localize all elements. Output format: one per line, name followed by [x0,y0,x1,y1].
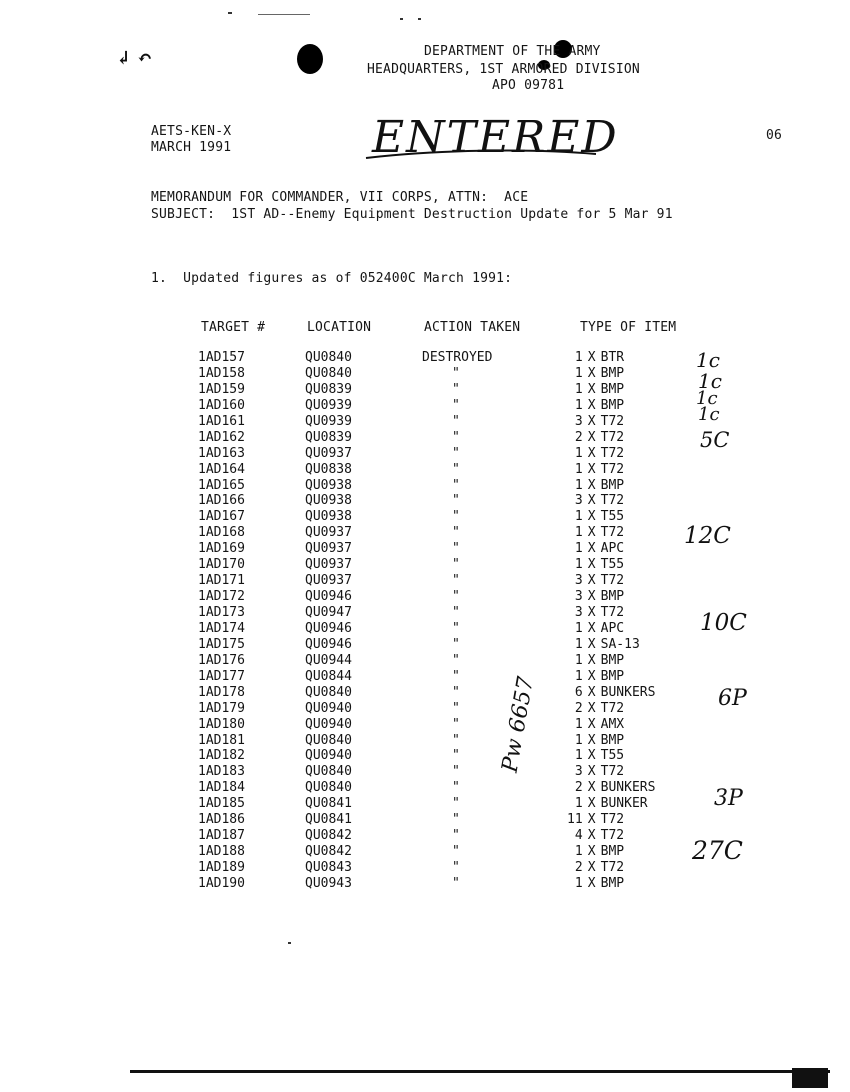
action-cell: DESTROYED [422,350,493,365]
item-cell: BMP [600,844,625,860]
tally-7: 10C [700,610,747,636]
location-cell: QU0842 [305,844,352,860]
multiply-sign: X [587,413,596,429]
action-cell: " [452,700,460,716]
multiply-sign: X [587,573,596,589]
table-row [198,653,701,669]
table-row [198,748,701,764]
location-cell: QU0937 [305,557,352,573]
location-cell: QU0939 [305,397,352,413]
table-row [198,812,701,828]
table-row [198,733,701,749]
action-cell: " [452,716,460,732]
action-cell: " [452,764,460,780]
table-row [198,605,701,621]
table-row [198,876,701,892]
multiply-sign: X [587,716,596,732]
action-cell: " [452,429,460,445]
location-cell: QU0840 [305,780,352,796]
multiply-sign: X [587,477,596,493]
item-cell: T72 [600,445,625,461]
item-cell: T72 [600,461,625,477]
multiply-sign: X [587,461,596,477]
letterhead-department: DEPARTMENT OF THE ARMY [424,44,601,59]
multiply-sign: X [587,812,596,828]
quantity-cell: 1 [574,652,583,668]
action-cell: " [452,652,460,668]
action-cell: " [452,828,460,844]
multiply-sign: X [587,493,596,509]
target-cell: 1AD187 [198,828,245,844]
table-row [198,701,701,717]
target-cell: 1AD161 [198,413,245,429]
table-row [198,366,701,382]
table-row [198,796,701,812]
punch-hole [297,44,323,74]
table-row [198,398,701,414]
multiply-sign: X [587,652,596,668]
quantity-cell: 1 [574,636,583,652]
action-cell: " [452,748,460,764]
table-row [198,382,701,398]
location-cell: QU0838 [305,461,352,477]
memo-for-line: MEMORANDUM FOR COMMANDER, VII CORPS, ATTN: ACE [151,190,529,205]
action-cell: " [452,381,460,397]
target-cell: 1AD160 [198,397,245,413]
target-cell: 1AD171 [198,573,245,589]
quantity-cell: 3 [574,493,583,509]
location-cell: QU0840 [305,732,352,748]
location-cell: QU0947 [305,605,352,620]
item-cell: T72 [600,700,625,716]
header-action: ACTION TAKEN [424,320,521,335]
item-cell: SA-13 [600,636,640,652]
item-cell: T72 [600,764,625,780]
quantity-cell: 1 [574,461,583,477]
quantity-cell: 2 [574,700,583,716]
scan-mark [418,18,421,20]
item-cell: BMP [600,589,625,605]
action-cell: " [452,589,460,605]
location-cell: QU0946 [305,636,352,652]
location-cell: QU0937 [305,445,352,461]
target-cell: 1AD185 [198,796,245,812]
item-cell: T72 [600,493,625,509]
location-cell: QU0840 [305,365,352,381]
target-cell: 1AD178 [198,684,245,700]
location-cell: QU0841 [305,812,352,828]
multiply-sign: X [587,397,596,413]
target-cell: 1AD188 [198,844,245,860]
target-cell: 1AD157 [198,350,245,365]
scan-mark [258,14,310,15]
item-cell: BMP [600,381,625,397]
letterhead-headquarters: HEADQUARTERS, 1ST ARMORED DIVISION [367,62,640,77]
quantity-cell: 1 [574,381,583,397]
multiply-sign: X [587,365,596,381]
quantity-cell: 1 [574,509,583,525]
quantity-cell: 2 [574,780,583,796]
target-cell: 1AD159 [198,381,245,397]
margin-mark: ↲ ↶ [116,48,153,69]
table-row [198,621,701,637]
table-row [198,780,701,796]
action-cell: " [452,461,460,477]
quantity-cell: 1 [574,445,583,461]
multiply-sign: X [587,605,596,620]
tally-1: 1c [696,348,720,372]
quantity-cell: 1 [574,844,583,860]
multiply-sign: X [587,764,596,780]
quantity-cell: 4 [574,828,583,844]
multiply-sign: X [587,684,596,700]
paragraph-1: 1. Updated figures as of 052400C March 1991: [151,271,513,286]
quantity-cell: 3 [574,764,583,780]
quantity-cell: 3 [574,413,583,429]
target-cell: 1AD182 [198,748,245,764]
quantity-cell: 1 [574,716,583,732]
quantity-cell: 3 [574,605,583,620]
location-cell: QU0939 [305,413,352,429]
multiply-sign: X [587,381,596,397]
location-cell: QU0842 [305,828,352,844]
target-cell: 1AD167 [198,509,245,525]
table-row [198,828,701,844]
location-cell: QU0839 [305,381,352,397]
target-cell: 1AD172 [198,589,245,605]
quantity-cell: 1 [574,668,583,684]
action-cell: " [452,684,460,700]
quantity-cell: 1 [574,477,583,493]
table-row [198,430,701,446]
multiply-sign: X [587,748,596,764]
location-cell: QU0938 [305,509,352,525]
target-cell: 1AD158 [198,365,245,381]
multiply-sign: X [587,509,596,525]
office-symbol: AETS-KEN-X [151,124,232,139]
header-location: LOCATION [307,320,372,335]
location-cell: QU0946 [305,589,352,605]
multiply-sign: X [587,700,596,716]
action-cell: " [452,860,460,875]
action-cell: " [452,732,460,748]
target-cell: 1AD189 [198,860,245,875]
multiply-sign: X [587,796,596,812]
quantity-cell: 1 [574,541,583,557]
action-cell: " [452,620,460,636]
action-cell: " [452,397,460,413]
multiply-sign: X [587,525,596,541]
multiply-sign: X [587,780,596,796]
target-cell: 1AD175 [198,636,245,652]
action-cell: " [452,573,460,589]
action-cell: " [452,525,460,541]
location-cell: QU0840 [305,350,352,365]
item-cell: T55 [600,509,625,525]
header-type: TYPE OF ITEM [580,320,677,335]
table-row [198,637,701,653]
target-cell: 1AD169 [198,541,245,557]
item-cell: BUNKER [600,796,648,812]
location-cell: QU0840 [305,764,352,780]
item-cell: BMP [600,365,625,381]
action-cell: " [452,636,460,652]
quantity-cell: 1 [574,365,583,381]
quantity-cell: 1 [574,397,583,413]
location-cell: QU0840 [305,684,352,700]
target-cell: 1AD174 [198,620,245,636]
target-cell: 1AD186 [198,812,245,828]
action-cell: " [452,605,460,620]
item-cell: BMP [600,732,625,748]
table-row [198,764,701,780]
item-cell: T72 [600,429,625,445]
tally-5: 5C [700,428,730,452]
target-cell: 1AD179 [198,700,245,716]
target-cell: 1AD190 [198,875,245,891]
location-cell: QU0938 [305,493,352,509]
action-cell: " [452,812,460,828]
scan-mark [288,942,291,944]
tally-2: 1c [698,369,722,393]
target-cell: 1AD163 [198,445,245,461]
quantity-cell: 2 [574,860,583,875]
table-row [198,589,701,605]
table-row [198,573,701,589]
multiply-sign: X [587,350,596,365]
quantity-cell: 1 [574,748,583,764]
quantity-cell: 1 [574,796,583,812]
location-cell: QU0946 [305,620,352,636]
table-row [198,350,701,366]
table-row [198,685,701,701]
multiply-sign: X [587,875,596,891]
quantity-cell: 1 [574,875,583,891]
quantity-cell: 1 [574,620,583,636]
action-cell: " [452,445,460,461]
location-cell: QU0841 [305,796,352,812]
tally-8: 6P [718,686,747,711]
target-cell: 1AD173 [198,605,245,620]
item-cell: BTR [600,350,625,365]
target-cell: 1AD166 [198,493,245,509]
multiply-sign: X [587,429,596,445]
table-row [198,557,701,573]
target-cell: 1AD183 [198,764,245,780]
action-cell: " [452,844,460,860]
item-cell: T72 [600,605,625,620]
table-row [198,844,701,860]
item-cell: BMP [600,875,625,891]
item-cell: T72 [600,525,625,541]
action-cell: " [452,875,460,891]
location-cell: QU0940 [305,748,352,764]
target-cell: 1AD168 [198,525,245,541]
target-cell: 1AD170 [198,557,245,573]
item-cell: T55 [600,557,625,573]
multiply-sign: X [587,860,596,875]
location-cell: QU0944 [305,652,352,668]
multiply-sign: X [587,557,596,573]
table-row [198,541,701,557]
destruction-table [198,350,701,892]
multiply-sign: X [587,541,596,557]
multiply-sign: X [587,732,596,748]
table-row [198,669,701,685]
multiply-sign: X [587,589,596,605]
multiply-sign: X [587,828,596,844]
action-cell: " [452,365,460,381]
location-cell: QU0943 [305,875,352,891]
item-cell: T55 [600,748,625,764]
table-row [198,860,701,876]
location-cell: QU0937 [305,525,352,541]
scan-mark [400,18,403,20]
location-cell: QU0844 [305,668,352,684]
target-cell: 1AD177 [198,668,245,684]
multiply-sign: X [587,636,596,652]
quantity-cell: 11 [567,812,583,828]
location-cell: QU0937 [305,573,352,589]
tally-10: 27C [692,836,743,865]
multiply-sign: X [587,668,596,684]
header-target: TARGET # [201,320,266,335]
multiply-sign: X [587,445,596,461]
location-cell: QU0940 [305,700,352,716]
target-cell: 1AD165 [198,477,245,493]
item-cell: BMP [600,397,625,413]
item-cell: T72 [600,413,625,429]
quantity-cell: 3 [574,573,583,589]
subject-line: SUBJECT: 1ST AD--Enemy Equipment Destruction Update for 5 Mar 91 [151,207,673,222]
quantity-cell: 1 [574,525,583,541]
action-cell: " [452,493,460,509]
letterhead-apo: APO 09781 [492,78,565,93]
action-cell: " [452,541,460,557]
stamp-underline-icon [356,136,606,166]
table-row [198,717,701,733]
tally-6: 12C [684,523,731,549]
table-row [198,414,701,430]
target-cell: 1AD180 [198,716,245,732]
target-cell: 1AD181 [198,732,245,748]
item-cell: BMP [600,668,625,684]
quantity-cell: 2 [574,429,583,445]
item-cell: T72 [600,860,625,875]
item-cell: AMX [600,716,625,732]
scan-mark [228,12,232,14]
table-row [198,478,701,494]
target-cell: 1AD176 [198,652,245,668]
action-cell: " [452,780,460,796]
quantity-cell: 6 [574,684,583,700]
location-cell: QU0938 [305,477,352,493]
multiply-sign: X [587,844,596,860]
item-cell: T72 [600,573,625,589]
item-cell: APC [600,620,625,636]
table-row [198,525,701,541]
table-row [198,462,701,478]
item-cell: T72 [600,828,625,844]
tally-3: 1c [696,388,718,409]
tally-4: 1c [698,404,720,425]
target-cell: 1AD164 [198,461,245,477]
action-cell: " [452,668,460,684]
table-row [198,446,701,462]
table-row [198,509,701,525]
entered-stamp: ENTERED [372,112,619,163]
location-cell: QU0940 [305,716,352,732]
vertical-annotation: Pw 6657 [497,674,540,775]
item-cell: BMP [600,652,625,668]
action-cell: " [452,509,460,525]
action-cell: " [452,477,460,493]
location-cell: QU0843 [305,860,352,875]
item-cell: APC [600,541,625,557]
item-cell: BUNKERS [600,780,656,796]
action-cell: " [452,796,460,812]
target-cell: 1AD162 [198,429,245,445]
location-cell: QU0839 [305,429,352,445]
action-cell: " [452,413,460,429]
location-cell: QU0937 [305,541,352,557]
page-number: 06 [766,128,783,143]
item-cell: BMP [600,477,625,493]
table-row [198,493,701,509]
action-cell: " [452,557,460,573]
quantity-cell: 1 [574,732,583,748]
page-bottom-bar [130,1070,830,1073]
target-cell: 1AD184 [198,780,245,796]
page-bottom-bar [792,1068,828,1088]
item-cell: BUNKERS [600,684,656,700]
quantity-cell: 3 [574,589,583,605]
memo-date: MARCH 1991 [151,140,232,155]
tally-9: 3P [714,786,743,811]
quantity-cell: 1 [574,557,583,573]
item-cell: T72 [600,812,625,828]
multiply-sign: X [587,620,596,636]
quantity-cell: 1 [574,350,583,365]
